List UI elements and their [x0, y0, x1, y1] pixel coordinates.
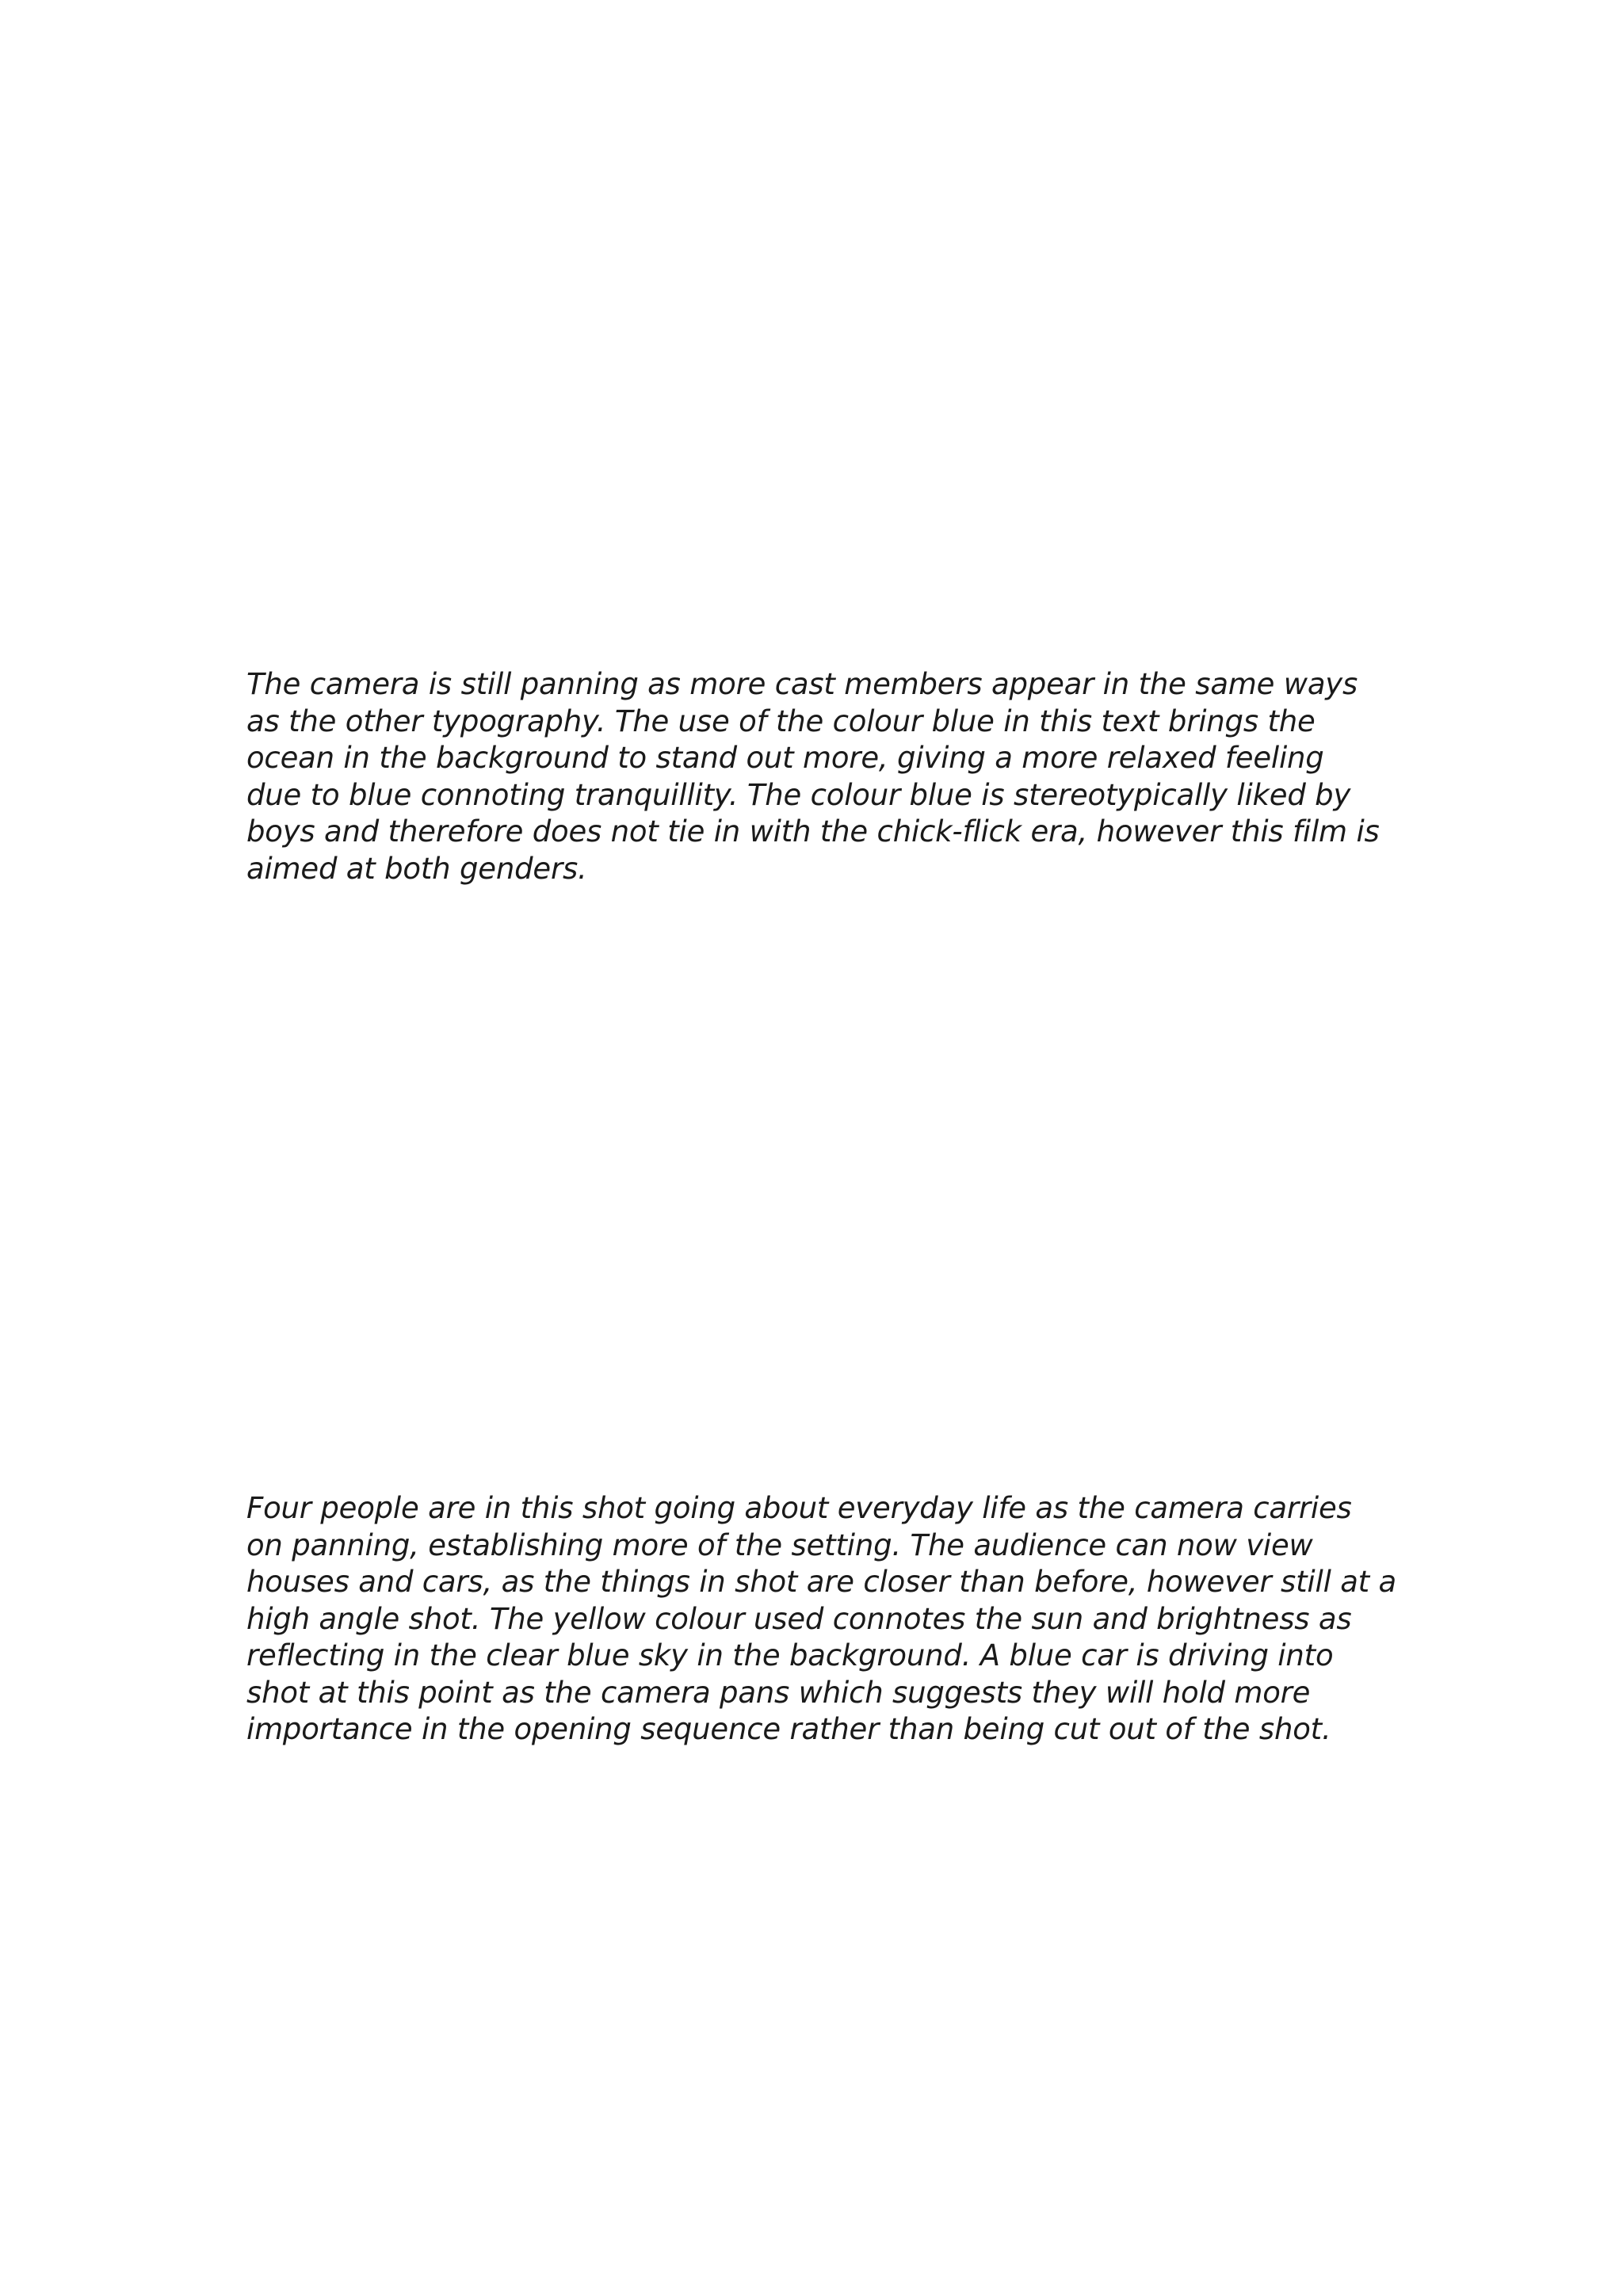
text-line: due to blue connoting tranquillity. The colour blue is stereotypically liked by [246, 777, 1351, 812]
text-line: reflecting in the clear blue sky in the background. A blue car is driving into [246, 1638, 1334, 1672]
text-line: aimed at both genders. [246, 851, 587, 886]
text-line: as the other typography. The use of the colour blue in this text brings the [246, 704, 1316, 738]
text-line: importance in the opening sequence rather than being cut out of the shot. [246, 1712, 1331, 1746]
text-line: The camera is still panning as more cast members appear in the same ways [246, 667, 1358, 701]
text-line: shot at this point as the camera pans which suggests they will hold more [246, 1675, 1311, 1710]
text-line: Four people are in this shot going about everyday life as the camera carries [246, 1491, 1352, 1525]
text-line: ocean in the background to stand out more, giving a more relaxed feeling [246, 741, 1324, 775]
text-line: boys and therefore does not tie in with the chick-flick era, however this film is [246, 814, 1380, 849]
paragraph-camera-panning [246, 666, 1403, 887]
text-line: on panning, establishing more of the setting. The audience can now view [246, 1527, 1313, 1562]
text-line: high angle shot. The yellow colour used connotes the sun and brightness as [246, 1601, 1352, 1636]
text-line: houses and cars, as the things in shot are closer than before, however still at a [246, 1565, 1397, 1599]
paragraph-four-people [246, 1490, 1403, 1749]
